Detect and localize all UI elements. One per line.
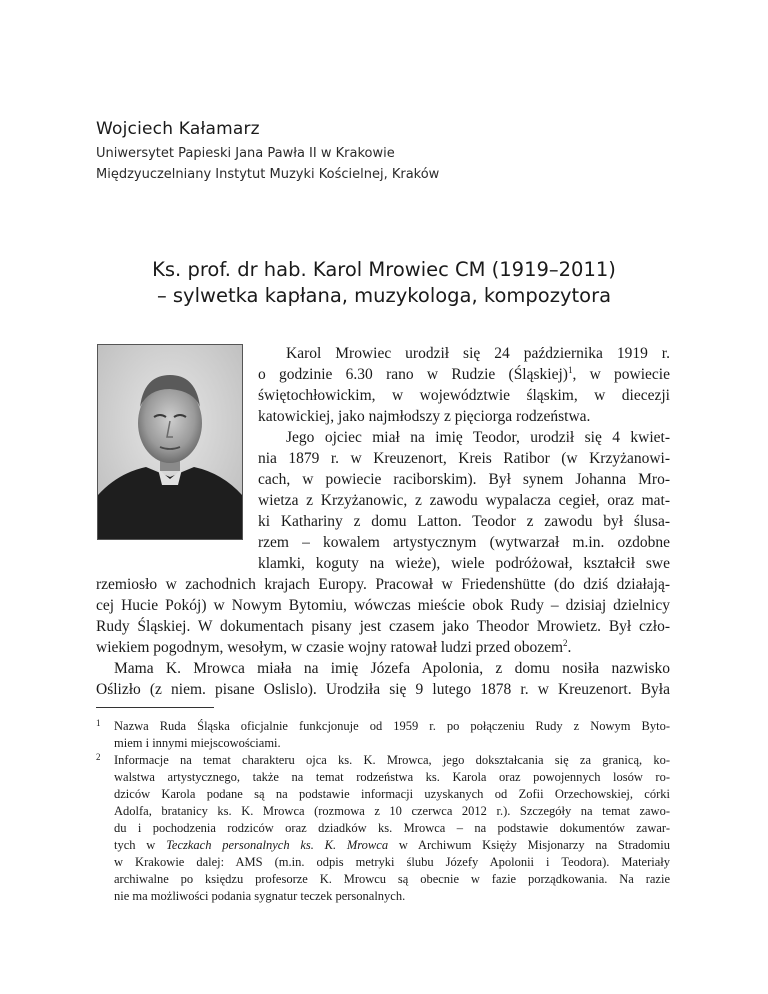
article-title-line-1: Ks. prof. dr hab. Karol Mrowiec CM (1919–2011) — [152, 258, 616, 281]
body-line: Karol Mrowiec urodził się 24 października 1919 r. — [286, 345, 670, 362]
footnote-number-2: 2 — [96, 752, 101, 762]
footnote-ref-1[interactable]: 1 — [567, 364, 573, 375]
footnote-line: du i pochodzenia rodziców oraz dziadków ks. Mrowca – na podstawie dokumentów zawar- — [114, 821, 670, 835]
affiliation-university: Uniwersytet Papieski Jana Pawła II w Krakowie — [96, 146, 395, 161]
body-line: wiekiem pogodnym, wesołym, w czasie wojny ratował ludzi przed obozem$^2$. — [96, 637, 572, 656]
body-line: o godzinie 6.30 rano w Rudzie (Śląskiej)$^1$, w powiecie — [258, 364, 670, 383]
footnote-number-1: 1 — [96, 718, 101, 728]
footnote-line: Adolfa, bratanicy ks. K. Mrowca (rozmowa z 10 czerwca 2012 r.). Szczegóły na temat zawo- — [114, 804, 670, 818]
footnote-ref-2[interactable]: 2 — [563, 637, 568, 648]
footnote-line: nie ma możliwości podania sygnatur teczek personalnych. — [114, 889, 406, 903]
body-line: rzem – kowalem artystycznym (wytwarzał m.in. ozdobne — [258, 534, 670, 551]
portrait-photo — [97, 344, 243, 540]
body-line: Jego ojciec miał na imię Teodor, urodził się 4 kwiet- — [286, 429, 670, 446]
affiliation-institute: Międzyuczelniany Instytut Muzyki Kościelnej, Kraków — [96, 167, 440, 182]
body-line: świętochłowickim, w województwie śląskim, w diecezji — [258, 387, 670, 404]
body-line: Oślizło (z niem. pisane Oslislo). Urodziła się 9 lutego 1878 r. w Kreuzenort. Była — [96, 681, 670, 698]
footnote-line: miem i innymi miejscowościami. — [114, 736, 281, 750]
footnote-line: Informacje na temat charakteru ojca ks. K. Mrowca, jego dokształcania się za granicą, ko- — [114, 753, 670, 767]
body-line: Mama K. Mrowca miała na imię Józefa Apolonia, z domu nosiła nazwisko — [114, 660, 670, 677]
footnote-separator — [96, 707, 214, 708]
body-line: nia 1879 r. w Kreuzenort, Kreis Ratibor (w Krzyżanowi- — [258, 450, 670, 467]
footnote-line: archiwalne po księdzu profesorze K. Mrowcu są obecnie w fazie porządkowania. Na razie — [114, 872, 670, 886]
footnote-line: tych w Teczkach personalnych ks. K. Mrowca w Archiwum Księży Misjonarzy na Stradomiu — [114, 838, 671, 852]
footnote-line: w Krakowie dalej: AMS (m.in. odpis metryki ślubu Józefy Apolonii i Teodora). Materiały — [114, 855, 670, 869]
footnote-line: walstwa artystycznego, także na temat rodzeństwa ks. Karola oraz powojennych losów ro- — [114, 770, 670, 784]
body-line: cej Hucie Pokój) w Nowym Bytomiu, wówczas mieście obok Rudy – dzisiaj dzielnicy — [96, 597, 670, 614]
body-line: klamki, koguty na wieże), wiele podróżował, kształcił swe — [258, 555, 670, 572]
article-title-line-2: – sylwetka kapłana, muzykologa, kompozytora — [156, 284, 612, 307]
body-line: ki Kathariny z domu Latton. Teodor z zawodu był ślusa- — [258, 513, 670, 530]
cited-source-title: Teczkach personalnych ks. K. Mrowca — [166, 838, 389, 852]
author-name: Wojciech Kałamarz — [96, 119, 260, 139]
body-line: katowickiej, jako najmłodszy z pięciorga rodzeństwa. — [258, 408, 591, 425]
body-line: wietza z Krzyżanowic, z zawodu wypalacza cegieł, oraz mat- — [258, 492, 670, 509]
body-line: rzemiosło w zachodnich krajach Europy. Pracował w Friedenshütte (do dziś działają- — [96, 576, 670, 593]
footnote-line: Nazwa Ruda Śląska oficjalnie funkcjonuje od 1959 r. po połączeniu Rudy z Nowym Byto- — [114, 719, 670, 733]
footnote-line: dziców Karola podane są na podstawie informacji uzyskanych od Zofii Orzechowskiej, córki — [114, 787, 670, 801]
body-line: Rudy Śląskiej. W dokumentach pisany jest czasem jako Theodor Mrowietz. Był czło- — [96, 618, 670, 635]
body-line: cach, w powiecie raciborskim). Był synem Johanna Mro- — [258, 471, 670, 488]
